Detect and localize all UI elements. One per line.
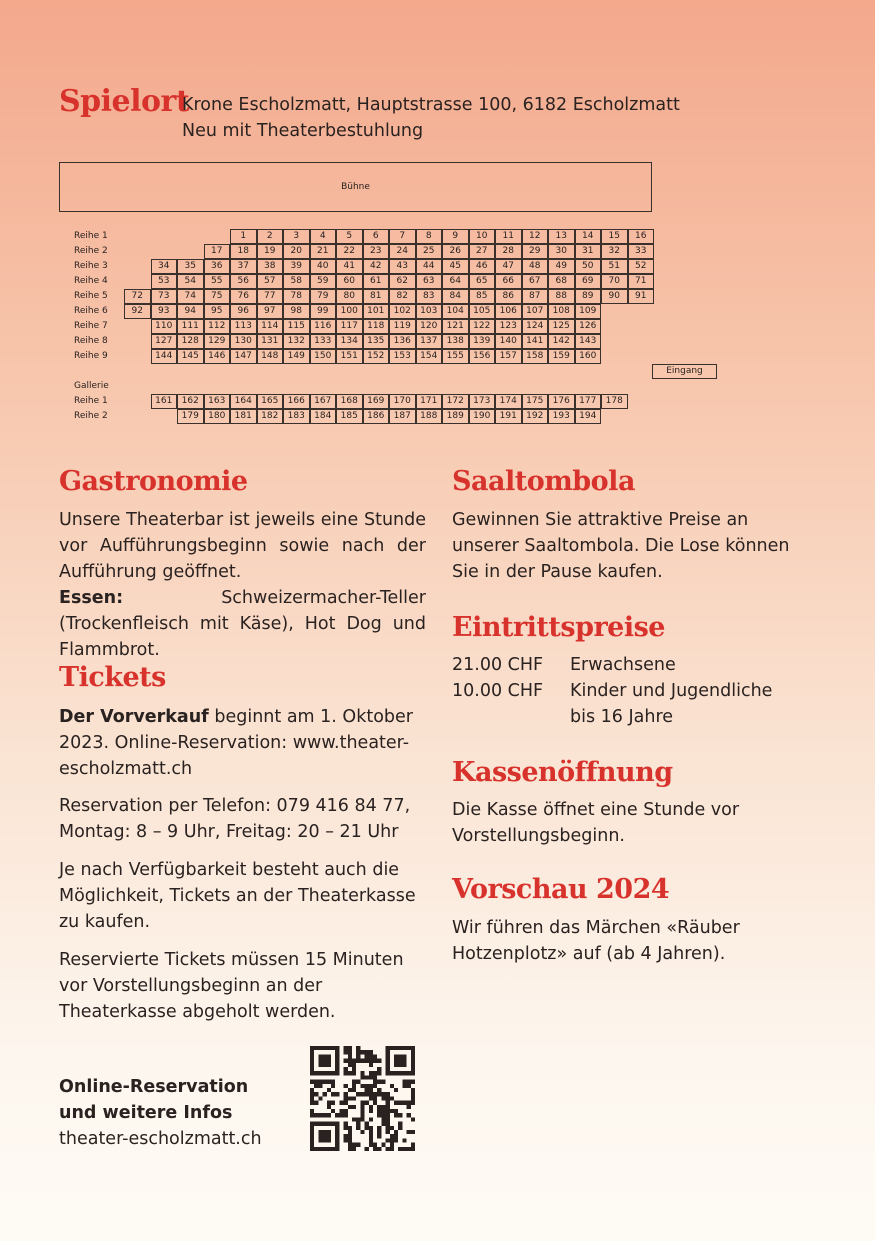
seat[interactable]: 125 bbox=[548, 319, 575, 334]
seat[interactable]: 27 bbox=[469, 244, 496, 259]
seat[interactable]: 55 bbox=[204, 274, 231, 289]
row-label: Reihe 2 bbox=[74, 411, 108, 421]
entrance-label: Eingang bbox=[652, 364, 717, 379]
seat[interactable]: 29 bbox=[522, 244, 549, 259]
seat[interactable]: 138 bbox=[442, 334, 469, 349]
seat[interactable]: 81 bbox=[363, 289, 390, 304]
seat[interactable]: 167 bbox=[310, 394, 337, 409]
seat[interactable]: 175 bbox=[522, 394, 549, 409]
seat[interactable]: 109 bbox=[575, 304, 602, 319]
seat[interactable]: 176 bbox=[548, 394, 575, 409]
row-label: Reihe 7 bbox=[74, 321, 108, 331]
seat[interactable]: 82 bbox=[389, 289, 416, 304]
seat[interactable]: 33 bbox=[628, 244, 655, 259]
seat[interactable]: 49 bbox=[548, 259, 575, 274]
seat[interactable]: 64 bbox=[442, 274, 469, 289]
seat[interactable]: 50 bbox=[575, 259, 602, 274]
seat[interactable]: 17 bbox=[204, 244, 231, 259]
seat[interactable]: 1 bbox=[230, 229, 257, 244]
row-label: Reihe 5 bbox=[74, 291, 108, 301]
seat[interactable]: 16 bbox=[628, 229, 655, 244]
seat[interactable]: 95 bbox=[204, 304, 231, 319]
seat[interactable]: 56 bbox=[230, 274, 257, 289]
seat[interactable]: 150 bbox=[310, 349, 337, 364]
gastronomy-title: Gastronomie bbox=[59, 466, 248, 497]
price-amount: 10.00 CHF bbox=[452, 681, 544, 701]
seat[interactable]: 185 bbox=[336, 409, 363, 424]
seat[interactable]: 35 bbox=[177, 259, 204, 274]
seat[interactable]: 3 bbox=[283, 229, 310, 244]
seat[interactable]: 147 bbox=[230, 349, 257, 364]
seat[interactable]: 66 bbox=[495, 274, 522, 289]
seat[interactable]: 112 bbox=[204, 319, 231, 334]
seat[interactable]: 180 bbox=[204, 409, 231, 424]
seat[interactable]: 99 bbox=[310, 304, 337, 319]
seat[interactable]: 132 bbox=[283, 334, 310, 349]
seat[interactable]: 78 bbox=[283, 289, 310, 304]
seat[interactable]: 174 bbox=[495, 394, 522, 409]
seat[interactable]: 24 bbox=[389, 244, 416, 259]
seat[interactable]: 8 bbox=[416, 229, 443, 244]
food-text: Schweizermacher-Teller (Trockenfleisch mit Käse), Hot Dog und Flammbrot. bbox=[59, 588, 426, 660]
seat[interactable]: 110 bbox=[151, 319, 178, 334]
price-row bbox=[452, 678, 820, 730]
seat[interactable]: 145 bbox=[177, 349, 204, 364]
presale-label: Der Vorverkauf bbox=[59, 707, 209, 727]
seat[interactable]: 169 bbox=[363, 394, 390, 409]
seat[interactable]: 80 bbox=[336, 289, 363, 304]
seat[interactable]: 157 bbox=[495, 349, 522, 364]
seat[interactable]: 51 bbox=[601, 259, 628, 274]
seat[interactable]: 31 bbox=[575, 244, 602, 259]
website-link[interactable]: theater-escholzmatt.ch bbox=[59, 1129, 262, 1149]
seat[interactable]: 105 bbox=[469, 304, 496, 319]
seat[interactable]: 152 bbox=[363, 349, 390, 364]
seat[interactable]: 108 bbox=[548, 304, 575, 319]
seat[interactable]: 159 bbox=[548, 349, 575, 364]
seat[interactable]: 151 bbox=[336, 349, 363, 364]
seat[interactable]: 103 bbox=[416, 304, 443, 319]
row-label: Reihe 3 bbox=[74, 261, 108, 271]
raffle-text: Gewinnen Sie attraktive Preise an unserer Saaltombola. Die Lose können Sie in der Pause kaufen. bbox=[452, 510, 790, 582]
seat[interactable]: 187 bbox=[389, 409, 416, 424]
seat[interactable]: 191 bbox=[495, 409, 522, 424]
seat[interactable]: 148 bbox=[257, 349, 284, 364]
seat[interactable]: 34 bbox=[151, 259, 178, 274]
row-label: Reihe 4 bbox=[74, 276, 108, 286]
seat[interactable]: 146 bbox=[204, 349, 231, 364]
seat[interactable]: 111 bbox=[177, 319, 204, 334]
cashbox-text: Die Kasse öffnet eine Stunde vor Vorstellungsbeginn. bbox=[452, 800, 740, 846]
seat[interactable]: 188 bbox=[416, 409, 443, 424]
seat[interactable]: 178 bbox=[601, 394, 628, 409]
seat[interactable]: 6 bbox=[363, 229, 390, 244]
online-info bbox=[59, 1074, 299, 1152]
seat[interactable]: 182 bbox=[257, 409, 284, 424]
seat[interactable]: 170 bbox=[389, 394, 416, 409]
seat[interactable]: 18 bbox=[230, 244, 257, 259]
seat[interactable]: 186 bbox=[363, 409, 390, 424]
seat[interactable]: 141 bbox=[522, 334, 549, 349]
gallery-label: Gallerie bbox=[74, 381, 109, 391]
seat[interactable]: 68 bbox=[548, 274, 575, 289]
seat[interactable]: 94 bbox=[177, 304, 204, 319]
seat[interactable]: 88 bbox=[548, 289, 575, 304]
food-label: Essen: bbox=[59, 588, 124, 608]
row-label: Reihe 9 bbox=[74, 351, 108, 361]
seat[interactable]: 30 bbox=[548, 244, 575, 259]
seat[interactable]: 193 bbox=[548, 409, 575, 424]
online-line2: und weitere Infos bbox=[59, 1103, 233, 1123]
seat[interactable]: 63 bbox=[416, 274, 443, 289]
seat[interactable]: 74 bbox=[177, 289, 204, 304]
presale-detail: beginnt am 1. Oktober 2023. Online-Reservation: www.theater-escholzmatt.ch bbox=[59, 707, 413, 779]
seat[interactable]: 179 bbox=[177, 409, 204, 424]
seat[interactable]: 137 bbox=[416, 334, 443, 349]
seat[interactable]: 139 bbox=[469, 334, 496, 349]
seat[interactable]: 181 bbox=[230, 409, 257, 424]
row-label: Reihe 1 bbox=[74, 231, 108, 241]
seat[interactable]: 26 bbox=[442, 244, 469, 259]
seat[interactable]: 70 bbox=[601, 274, 628, 289]
seat[interactable]: 39 bbox=[283, 259, 310, 274]
seat[interactable]: 161 bbox=[151, 394, 178, 409]
seat[interactable]: 58 bbox=[283, 274, 310, 289]
seat[interactable]: 164 bbox=[230, 394, 257, 409]
seat[interactable]: 143 bbox=[575, 334, 602, 349]
row-label: Reihe 2 bbox=[74, 246, 108, 256]
online-line1: Online-Reservation bbox=[59, 1077, 249, 1097]
seat[interactable]: 100 bbox=[336, 304, 363, 319]
gastronomy-description: Unsere Theaterbar ist jeweils eine Stunde vor Aufführungsbeginn sowie nach der Aufführung geöffnet. bbox=[59, 510, 426, 582]
seat[interactable]: 73 bbox=[151, 289, 178, 304]
seat[interactable]: 41 bbox=[336, 259, 363, 274]
stage-label: Bühne bbox=[341, 182, 370, 192]
seat[interactable]: 166 bbox=[283, 394, 310, 409]
seat[interactable]: 83 bbox=[416, 289, 443, 304]
venue-note: Neu mit Theaterbestuhlung bbox=[182, 121, 424, 141]
venue-title: Spielort bbox=[59, 84, 190, 119]
seat[interactable]: 65 bbox=[469, 274, 496, 289]
row-label: Reihe 8 bbox=[74, 336, 108, 346]
price-category: Kinder und Jugendliche bis 16 Jahre bbox=[570, 681, 773, 727]
seat[interactable]: 114 bbox=[257, 319, 284, 334]
seat[interactable]: 11 bbox=[495, 229, 522, 244]
seat[interactable]: 113 bbox=[230, 319, 257, 334]
row-label: Reihe 1 bbox=[74, 396, 108, 406]
preview-text: Wir führen das Märchen «Räuber Hotzenplotz» auf (ab 4 Jahren). bbox=[452, 918, 740, 964]
seat[interactable]: 107 bbox=[522, 304, 549, 319]
seat[interactable]: 23 bbox=[363, 244, 390, 259]
seat[interactable]: 102 bbox=[389, 304, 416, 319]
preview-title: Vorschau 2024 bbox=[452, 874, 670, 905]
seat[interactable]: 131 bbox=[257, 334, 284, 349]
tickets-title: Tickets bbox=[59, 662, 166, 693]
box-office-text: Je nach Verfügbarkeit besteht auch die Möglichkeit, Tickets an der Theaterkasse zu kaufen. bbox=[59, 860, 416, 932]
seat[interactable]: 67 bbox=[522, 274, 549, 289]
seat[interactable]: 59 bbox=[310, 274, 337, 289]
seat[interactable]: 46 bbox=[469, 259, 496, 274]
pickup-text: Reservierte Tickets müssen 15 Minuten vor Vorstellungsbeginn an der Theaterkasse abgeholt werden. bbox=[59, 950, 404, 1022]
seat[interactable]: 12 bbox=[522, 229, 549, 244]
seat[interactable]: 53 bbox=[151, 274, 178, 289]
seat[interactable]: 168 bbox=[336, 394, 363, 409]
seat[interactable]: 57 bbox=[257, 274, 284, 289]
seat[interactable]: 9 bbox=[442, 229, 469, 244]
seat[interactable]: 190 bbox=[469, 409, 496, 424]
seat[interactable]: 118 bbox=[363, 319, 390, 334]
seat[interactable]: 61 bbox=[363, 274, 390, 289]
seat[interactable]: 154 bbox=[416, 349, 443, 364]
seat[interactable]: 86 bbox=[495, 289, 522, 304]
seat[interactable]: 134 bbox=[336, 334, 363, 349]
seat[interactable]: 173 bbox=[469, 394, 496, 409]
seat[interactable]: 130 bbox=[230, 334, 257, 349]
seat[interactable]: 7 bbox=[389, 229, 416, 244]
seat[interactable]: 79 bbox=[310, 289, 337, 304]
seat[interactable]: 171 bbox=[416, 394, 443, 409]
seat[interactable]: 91 bbox=[628, 289, 655, 304]
seat[interactable]: 71 bbox=[628, 274, 655, 289]
phone-reservation: Reservation per Telefon: 079 416 84 77, Montag: 8 – 9 Uhr, Freitag: 20 – 21 Uhr bbox=[59, 796, 411, 842]
seat[interactable]: 76 bbox=[230, 289, 257, 304]
seat[interactable]: 44 bbox=[416, 259, 443, 274]
price-category: Erwachsene bbox=[570, 655, 676, 675]
seat[interactable]: 120 bbox=[416, 319, 443, 334]
seat[interactable]: 54 bbox=[177, 274, 204, 289]
seat[interactable]: 4 bbox=[310, 229, 337, 244]
seat[interactable]: 124 bbox=[522, 319, 549, 334]
seat[interactable]: 117 bbox=[336, 319, 363, 334]
seat[interactable]: 128 bbox=[177, 334, 204, 349]
seat[interactable]: 87 bbox=[522, 289, 549, 304]
seat[interactable]: 19 bbox=[257, 244, 284, 259]
price-amount: 21.00 CHF bbox=[452, 655, 544, 675]
seat[interactable]: 60 bbox=[336, 274, 363, 289]
seat[interactable]: 106 bbox=[495, 304, 522, 319]
seat[interactable]: 20 bbox=[283, 244, 310, 259]
seat[interactable]: 194 bbox=[575, 409, 602, 424]
seat[interactable]: 62 bbox=[389, 274, 416, 289]
seat[interactable]: 14 bbox=[575, 229, 602, 244]
seat[interactable]: 129 bbox=[204, 334, 231, 349]
seat[interactable]: 40 bbox=[310, 259, 337, 274]
seat[interactable]: 126 bbox=[575, 319, 602, 334]
stage-area bbox=[59, 162, 652, 212]
seat[interactable]: 15 bbox=[601, 229, 628, 244]
raffle-title: Saaltombola bbox=[452, 466, 635, 497]
seat[interactable]: 25 bbox=[416, 244, 443, 259]
seat[interactable]: 93 bbox=[151, 304, 178, 319]
seat[interactable]: 163 bbox=[204, 394, 231, 409]
seat[interactable]: 123 bbox=[495, 319, 522, 334]
seat[interactable]: 2 bbox=[257, 229, 284, 244]
seat[interactable]: 183 bbox=[283, 409, 310, 424]
seat[interactable]: 136 bbox=[389, 334, 416, 349]
seat[interactable]: 22 bbox=[336, 244, 363, 259]
seat[interactable]: 13 bbox=[548, 229, 575, 244]
seat[interactable]: 92 bbox=[124, 304, 151, 319]
seat[interactable]: 165 bbox=[257, 394, 284, 409]
seat[interactable]: 140 bbox=[495, 334, 522, 349]
gastronomy-text bbox=[59, 507, 426, 663]
seat[interactable]: 153 bbox=[389, 349, 416, 364]
seat[interactable]: 192 bbox=[522, 409, 549, 424]
seat[interactable]: 72 bbox=[124, 289, 151, 304]
seat[interactable]: 10 bbox=[469, 229, 496, 244]
seat[interactable]: 5 bbox=[336, 229, 363, 244]
seat[interactable]: 142 bbox=[548, 334, 575, 349]
venue-address: Krone Escholzmatt, Hauptstrasse 100, 6182 Escholzmatt bbox=[182, 95, 680, 115]
seat[interactable]: 45 bbox=[442, 259, 469, 274]
seat[interactable]: 115 bbox=[283, 319, 310, 334]
seat[interactable]: 177 bbox=[575, 394, 602, 409]
seat[interactable]: 47 bbox=[495, 259, 522, 274]
seat[interactable]: 121 bbox=[442, 319, 469, 334]
seat[interactable]: 85 bbox=[469, 289, 496, 304]
presale-text bbox=[59, 704, 426, 782]
seat[interactable]: 48 bbox=[522, 259, 549, 274]
seat[interactable]: 98 bbox=[283, 304, 310, 319]
seating-plan bbox=[0, 0, 875, 440]
seat[interactable]: 84 bbox=[442, 289, 469, 304]
prices-title: Eintrittspreise bbox=[452, 612, 665, 643]
seat[interactable]: 90 bbox=[601, 289, 628, 304]
seat[interactable]: 135 bbox=[363, 334, 390, 349]
seat[interactable]: 184 bbox=[310, 409, 337, 424]
seat[interactable]: 69 bbox=[575, 274, 602, 289]
seat[interactable]: 75 bbox=[204, 289, 231, 304]
seat[interactable]: 119 bbox=[389, 319, 416, 334]
seat[interactable]: 32 bbox=[601, 244, 628, 259]
qr-code-icon[interactable] bbox=[310, 1046, 415, 1151]
seat[interactable]: 28 bbox=[495, 244, 522, 259]
seat[interactable]: 36 bbox=[204, 259, 231, 274]
row-label: Reihe 6 bbox=[74, 306, 108, 316]
seat[interactable]: 155 bbox=[442, 349, 469, 364]
seat[interactable]: 89 bbox=[575, 289, 602, 304]
seat[interactable]: 160 bbox=[575, 349, 602, 364]
seat[interactable]: 104 bbox=[442, 304, 469, 319]
seat[interactable]: 38 bbox=[257, 259, 284, 274]
seat[interactable]: 122 bbox=[469, 319, 496, 334]
seat[interactable]: 149 bbox=[283, 349, 310, 364]
seat[interactable]: 158 bbox=[522, 349, 549, 364]
seat[interactable]: 97 bbox=[257, 304, 284, 319]
seat[interactable]: 101 bbox=[363, 304, 390, 319]
seat[interactable]: 144 bbox=[151, 349, 178, 364]
seat[interactable]: 116 bbox=[310, 319, 337, 334]
seat[interactable]: 172 bbox=[442, 394, 469, 409]
seat[interactable]: 127 bbox=[151, 334, 178, 349]
seat[interactable]: 52 bbox=[628, 259, 655, 274]
seat[interactable]: 43 bbox=[389, 259, 416, 274]
price-list bbox=[452, 652, 820, 730]
seat[interactable]: 189 bbox=[442, 409, 469, 424]
seat[interactable]: 156 bbox=[469, 349, 496, 364]
cashbox-title: Kassenöffnung bbox=[452, 757, 673, 788]
price-row bbox=[452, 652, 820, 678]
seat[interactable]: 21 bbox=[310, 244, 337, 259]
seat[interactable]: 37 bbox=[230, 259, 257, 274]
seat[interactable]: 42 bbox=[363, 259, 390, 274]
seat[interactable]: 77 bbox=[257, 289, 284, 304]
seat[interactable]: 96 bbox=[230, 304, 257, 319]
seat[interactable]: 133 bbox=[310, 334, 337, 349]
seat[interactable]: 162 bbox=[177, 394, 204, 409]
